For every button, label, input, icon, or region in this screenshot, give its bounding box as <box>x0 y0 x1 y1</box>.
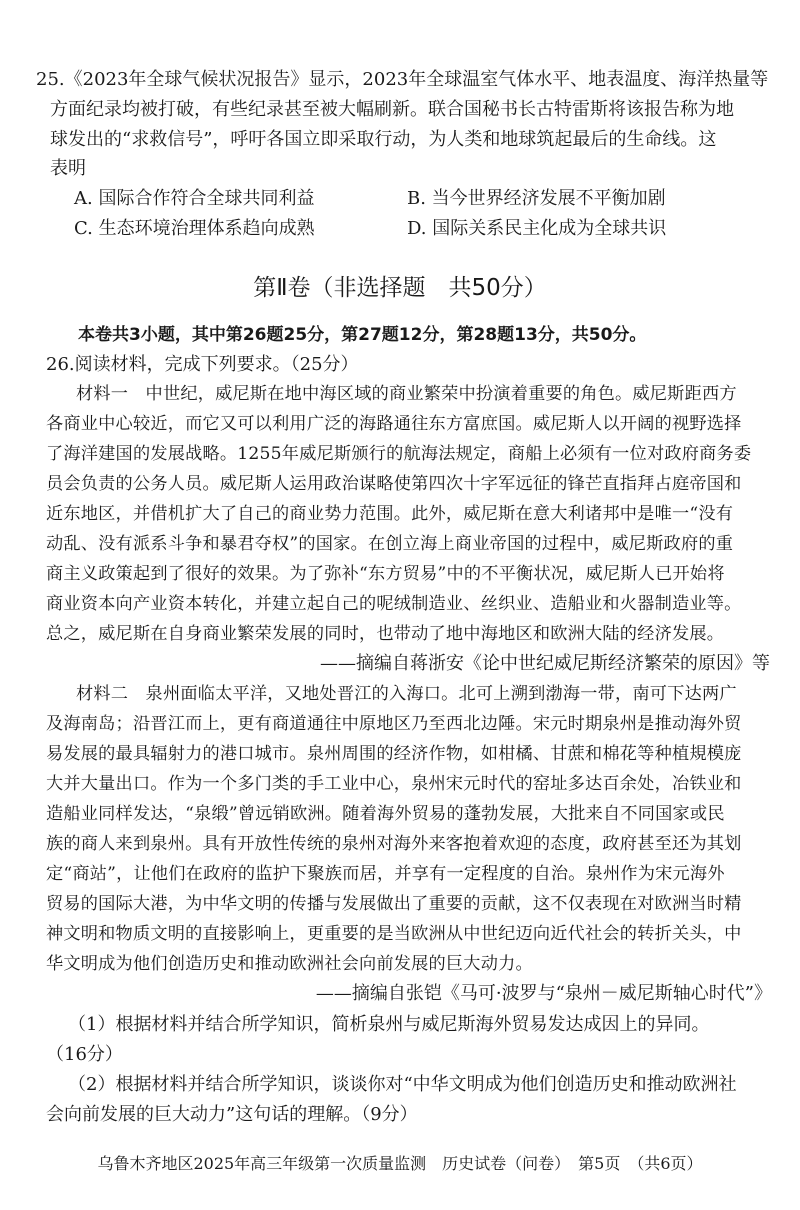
q25-line-1: 25.《2023年全球气候状况报告》显示，2023年全球温室气体水平、地表温度、海洋热量等 <box>36 69 769 90</box>
section-note: 本卷共3小题，其中第26题25分，第27题12分，第28题13分，共50分。 <box>78 325 647 345</box>
q25-line-2: 方面纪录均被打破，有些纪录甚至被大幅刷新。联合国秘书长古特雷斯将该报告称为地 <box>50 99 734 120</box>
sub-question-1-line: （1）根据材料并结合所学知识，简析泉州与威尼斯海外贸易发达成因上的异同。 <box>68 1014 710 1035</box>
material2-line: 华文明成为他们创造历史和推动欧洲社会向前发展的巨大动力。 <box>46 954 533 974</box>
material1-source: ——摘编自蒋浙安《论中世纪威尼斯经济繁荣的原因》等 <box>320 653 770 674</box>
material2-line: 定“商站”，让他们在政府的监护下聚族而居，并享有一定程度的自治。泉州作为宋元海外 <box>46 864 725 884</box>
material2-line: 族的商人来到泉州。具有开放性传统的泉州对海外来客抱着欢迎的态度，政府甚至还为其划 <box>46 834 742 854</box>
q25-option-a: A. 国际合作符合全球共同利益 <box>74 188 315 209</box>
material1-line: 总之，威尼斯在自身商业繁荣发展的同时，也带动了地中海地区和欧洲大陆的经济发展。 <box>46 624 725 644</box>
material2-line: 及海南岛；沿晋江而上，更有商道通往中原地区乃至西北边陲。宋元时期泉州是推动海外贸 <box>46 714 742 734</box>
material1-line: 了海洋建国的发展战略。1255年威尼斯颁行的航海法规定，商船上必须有一位对政府商务委 <box>46 444 752 464</box>
material2-line: 材料二 泉州面临太平洋，又地处晋江的入海口。北可上溯到渤海一带，南可下达两广 <box>76 684 737 704</box>
material2-source: ——摘编自张铠《马可·波罗与“泉州－威尼斯轴心时代”》 <box>315 983 772 1004</box>
material2-line: 贸易的国际大港，为中华文明的传播与发展做出了重要的贡献，这不仅表现在对欧洲当时精 <box>46 894 742 914</box>
sub-question-1-line: （16分） <box>46 1044 123 1065</box>
q25-option-c: C. 生态环境治理体系趋向成熟 <box>74 218 315 239</box>
sub-question-2-line: （2）根据材料并结合所学知识，谈谈你对“中华文明成为他们创造历史和推动欧洲社 <box>68 1074 737 1095</box>
material1-line: 材料一 中世纪，威尼斯在地中海区域的商业繁荣中扮演着重要的角色。威尼斯距西方 <box>76 384 737 404</box>
q26-stem: 26.阅读材料，完成下列要求。（25分） <box>46 354 359 375</box>
material1-line: 员会负责的公务人员。威尼斯人运用政治谋略使第四次十字军远征的锋芒直指拜占庭帝国和 <box>46 474 742 494</box>
material2-line: 造船业同样发达，“泉缎”曾远销欧洲。随着海外贸易的蓬勃发展，大批来自不同国家或民 <box>46 804 725 824</box>
q25-line-4: 表明 <box>50 158 86 179</box>
page-footer: 乌鲁木齐地区2025年高三年级第一次质量监测 历史试卷（问卷） 第5页 （共6页） <box>97 1154 703 1173</box>
material1-line: 商业资本向产业资本转化，并建立起自己的呢绒制造业、丝织业、造船业和火器制造业等。 <box>46 594 742 614</box>
q25-option-d: D. 国际关系民主化成为全球共识 <box>407 218 667 239</box>
material2-line: 神文明和物质文明的直接影响上，更重要的是当欧洲从中世纪迈向近代社会的转折关头，中 <box>46 924 742 944</box>
material2-line: 大并大量出口。作为一个多门类的手工业中心，泉州宋元时代的窑址多达百余处，冶铁业和 <box>46 774 742 794</box>
sub-question-2-line: 会向前发展的巨大动力”这句话的理解。（9分） <box>46 1104 418 1125</box>
material1-line: 近东地区，并借机扩大了自己的商业势力范围。此外，威尼斯在意大利诸邦中是唯一“没有 <box>46 504 734 524</box>
material1-line: 商主义政策起到了很好的效果。为了弥补“东方贸易”中的不平衡状况，威尼斯人已开始将 <box>46 564 725 584</box>
section-title: 第Ⅱ卷（非选择题 共50分） <box>253 275 547 301</box>
q25-option-b: B. 当今世界经济发展不平衡加剧 <box>407 188 666 209</box>
material2-line: 易发展的最具辐射力的港口城市。泉州周围的经济作物，如柑橘、甘蔗和棉花等种植規模庞 <box>46 744 742 764</box>
material1-line: 动乱、没有派系斗争和暴君夺权”的国家。在创立海上商业帝国的过程中，威尼斯政府的重 <box>46 534 734 554</box>
material1-line: 各商业中心较近，而它又可以利用广泛的海路通往东方富庶国。威尼斯人以开阔的视野选择 <box>46 414 742 434</box>
q25-line-3: 球发出的“求救信号”，呼吁各国立即采取行动，为人类和地球筑起最后的生命线。这 <box>50 129 717 150</box>
